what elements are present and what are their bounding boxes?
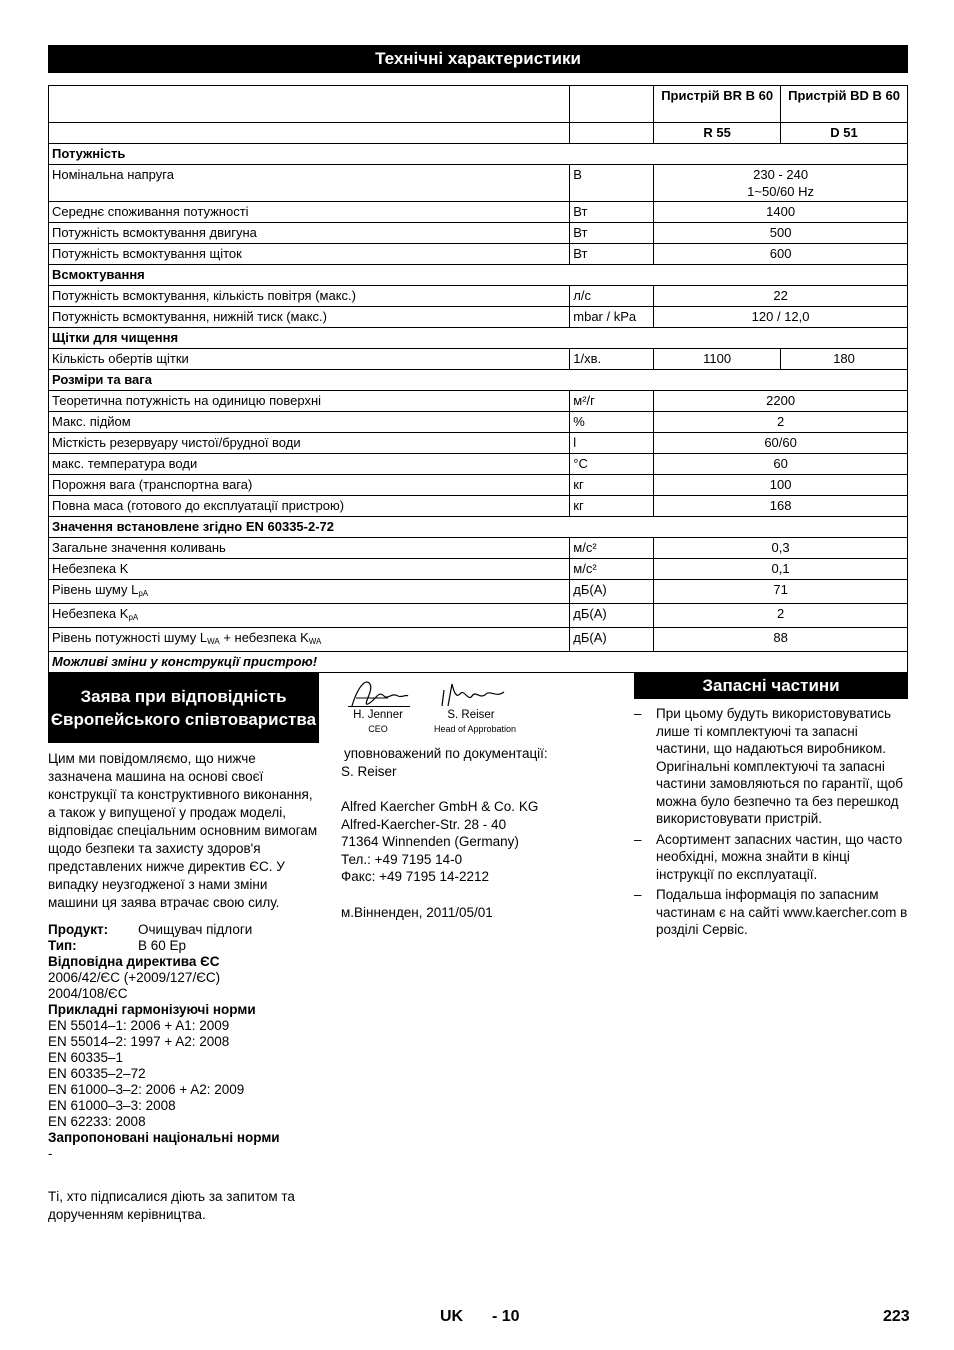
declaration-intro: Цим ми повідомляємо, що нижче зазначена машина на основі своєї конструкції та конструктивного виконання, а також у випущеної у продаж моделі, відповідає спеціальним основним вимогам щодо безпеки та захисту здоров'я представлених нижче директив ЄС. У випадку неузгодженої з нами зміни машини ця заява втрачає свою силу. [48, 751, 318, 910]
section-brushes: Щітки для чищення [49, 328, 908, 349]
declaration-body: Цим ми повідомляємо, що нижче зазначена машина на основі своєї конструкції та конструктивного виконання, а також у випущеної у продаж моделі, відповідає спеціальним основним вимогам щодо безпеки та захисту здоров'я представлених нижче директив ЄС. У випадку неузгодженої з нами зміни машини ця заява втрачає свою силу. Продукт: Очищувач підлоги Тип: B 60 Ep Відповідна директива ЄС 2006/42/ЄС (+2009/127/ЄС) 2004/108/ЄС Прикладні гармонізуючі норми EN 55014–1: 2006 + A1: 2009 EN 55014–2: 1997 + A2: 2008 EN 60335–1 EN 60335–2–72 EN 61000–3–2: 2006 + A2: 2009 EN 61000–3–3: 2008 EN 62233: 2008 Запропоновані національні норми - Ті, хто підписалися діють за запитом та дорученням керівництва. [48, 750, 320, 1234]
table-row: Загальне значення коливань м/с² 0,3 [49, 538, 908, 559]
section-title-specs: Технічні характеристики [48, 45, 908, 73]
col-subheader-br: R 55 [654, 123, 781, 144]
section-suction: Всмоктування [49, 265, 908, 286]
section-power: Потужність [49, 144, 908, 165]
spare-parts-list [634, 705, 910, 942]
table-row: Макс. підйом % 2 [49, 412, 908, 433]
footer-lang: UK [440, 1308, 464, 1325]
signature-reiser [438, 680, 506, 710]
list-item: – Асортимент запасних частин, що часто необхідні, можна знайти в кінці інструкції по експлуатації. [634, 831, 903, 882]
table-row: Середнє споживання потужності Вт 1400 [49, 202, 908, 223]
table-row: Рівень потужності шуму $L_{WA}$ + небезпека $K_{WA}$ дБ(А) 88 [49, 628, 908, 652]
table-subheader-row [49, 123, 908, 144]
table-row: Теоретична потужність на одиницю поверхні м²/г 2200 [49, 391, 908, 412]
specs-table [48, 85, 908, 673]
table-row: Потужність всмоктування, кількість повітря (макс.) л/с 22 [49, 286, 908, 307]
table-row: Порожня вага (транспортна вага) кг 100 [49, 475, 908, 496]
table-row: Номінальна напруга В 230 - 240 1~50/60 Hz [49, 165, 908, 202]
table-row: Потужність всмоктування двигуна Вт 500 [49, 223, 908, 244]
section-title-declaration: Заява при відповідність Європейського співтовариства [48, 673, 319, 743]
table-row: Кількість обертів щітки 1/хв. 1100 180 [49, 349, 908, 370]
col-header-bd: Пристрій BD B 60 [781, 86, 908, 123]
footer-page-local: - 10 [492, 1308, 520, 1325]
list-item: – Подальша інформація по запасним частинам є на сайті www.kaercher.com в розділі Сервіс. [634, 887, 908, 937]
table-row: Рівень шуму $L_{pA}$ дБ(А) 71 [49, 580, 908, 604]
footer-page-total: 223 [883, 1308, 910, 1325]
list-item: – При цьому будуть використовуватись лише ті комплектуючі та запасні частини, що надаються виробником. Оригінальні комплектуючі та запасні частини замовляються по гарантії, щоб можна було безпечно та без перешкод використовувати пристрій. [634, 706, 903, 826]
section-dims: Розміри та вага [49, 370, 908, 391]
table-row: Повна маса (готового до експлуатації пристрою) кг 168 [49, 496, 908, 517]
table-row: макс. температура води °C 60 [49, 454, 908, 475]
table-row: Небезпека $K_{pA}$ дБ(А) 2 [49, 604, 908, 628]
table-note: Можливі зміни у конструкції пристрою! [49, 652, 908, 673]
section-title-spare-parts: Запасні частини [634, 672, 908, 699]
signature-line-1 [348, 706, 410, 707]
section-values: Значення встановлене згідно EN 60335-2-72 [49, 517, 908, 538]
signature-details: уповноважений по документації: S. Reiser Alfred Kaercher GmbH & Co. KG Alfred-Kaercher-Str. 28 - 40 71364 Winnenden (Germany) Тел.: +49 7195 14-0 Факс: +49 7195 14-2212 м.Вінненден, 2011/05/01 [341, 746, 548, 920]
table-row: Потужність всмоктування щіток Вт 600 [49, 244, 908, 265]
table-row: Небезпека K м/с² 0,1 [49, 559, 908, 580]
table-row: Потужність всмоктування, нижній тиск (макс.) mbar / kPa 120 / 12,0 [49, 307, 908, 328]
table-row: Місткість резервуару чистої/брудної води l 60/60 [49, 433, 908, 454]
table-header-row [49, 86, 908, 123]
col-header-br: Пристрій BR B 60 [654, 86, 781, 123]
declaration-closing: Ті, хто підписалися діють за запитом та дорученням керівництва. [48, 1189, 295, 1222]
col-subheader-bd: D 51 [781, 123, 908, 144]
